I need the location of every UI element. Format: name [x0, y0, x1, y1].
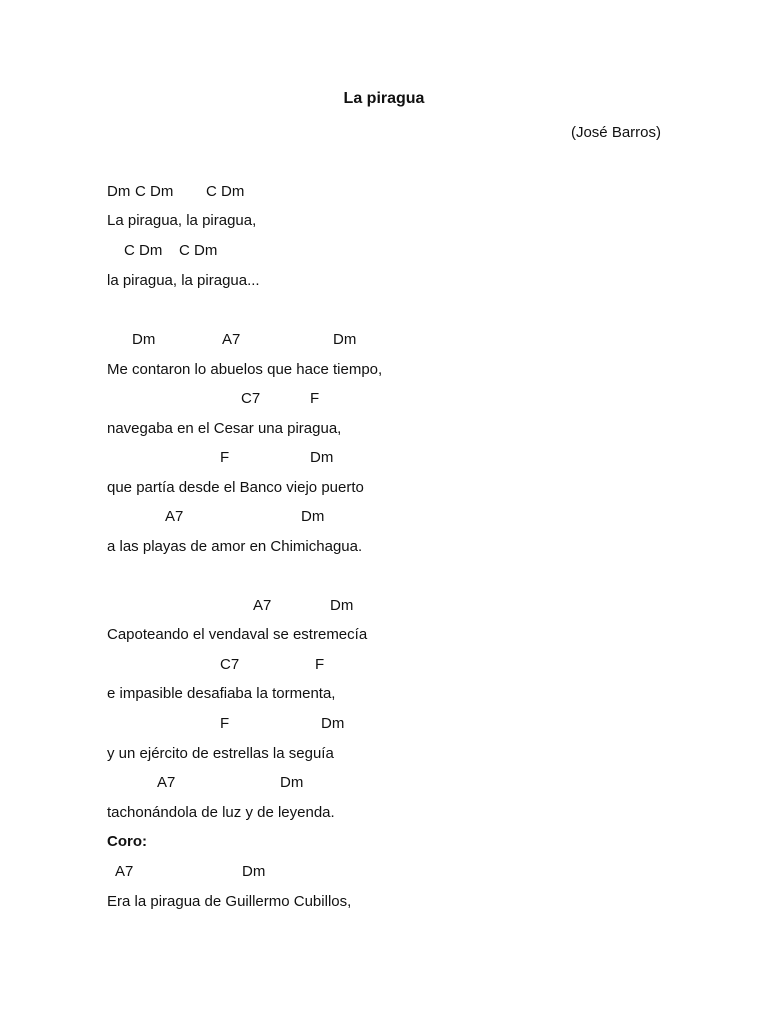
chord: F [315, 656, 325, 673]
chord: Dm [107, 183, 131, 200]
chord: A7 [157, 774, 176, 791]
chord: C [206, 183, 217, 200]
song-title: La piragua [343, 90, 425, 107]
chord: Dm [333, 331, 357, 348]
lyric-line: que partía desde el Banco viejo puerto [107, 479, 364, 496]
lyric-line: Me contaron lo abuelos que hace tiempo, [107, 361, 383, 378]
chord: Dm [321, 715, 345, 732]
chorus-label: Coro: [107, 833, 147, 850]
chord: Dm [194, 242, 218, 259]
chord: C7 [220, 656, 240, 673]
lyric-line: a las playas de amor en Chimichagua. [107, 538, 363, 555]
lyric-line: la piragua, la piragua... [107, 272, 260, 289]
chord: Dm [221, 183, 245, 200]
chord: Dm [280, 774, 304, 791]
song-author: (José Barros) [570, 124, 661, 141]
chord: Dm [301, 508, 325, 525]
chord: F [220, 449, 230, 466]
lyric-line: Era la piragua de Guillermo Cubillos, [107, 893, 352, 910]
chord: Dm [330, 597, 354, 614]
chord: F [310, 390, 320, 407]
chord: C7 [241, 390, 261, 407]
chord: Dm [139, 242, 163, 259]
chord: Dm [132, 331, 156, 348]
lyric-line: Capoteando el vendaval se estremecía [107, 626, 368, 643]
lyric-line: La piragua, la piragua, [107, 212, 257, 229]
chord: A7 [253, 597, 272, 614]
chord: A7 [222, 331, 241, 348]
chord: Dm [150, 183, 174, 200]
chord: A7 [115, 863, 134, 880]
chord: A7 [165, 508, 184, 525]
lyric-line: e impasible desafiaba la tormenta, [107, 685, 336, 702]
chord: F [220, 715, 230, 732]
chord: C [124, 242, 135, 259]
chord: Dm [242, 863, 266, 880]
chord: C [135, 183, 146, 200]
lyric-line: tachonándola de luz y de leyenda. [107, 804, 335, 821]
chord: C [179, 242, 190, 259]
chord: Dm [310, 449, 334, 466]
lyric-line: y un ejército de estrellas la seguía [107, 745, 334, 762]
lyric-line: navegaba en el Cesar una piragua, [107, 420, 342, 437]
